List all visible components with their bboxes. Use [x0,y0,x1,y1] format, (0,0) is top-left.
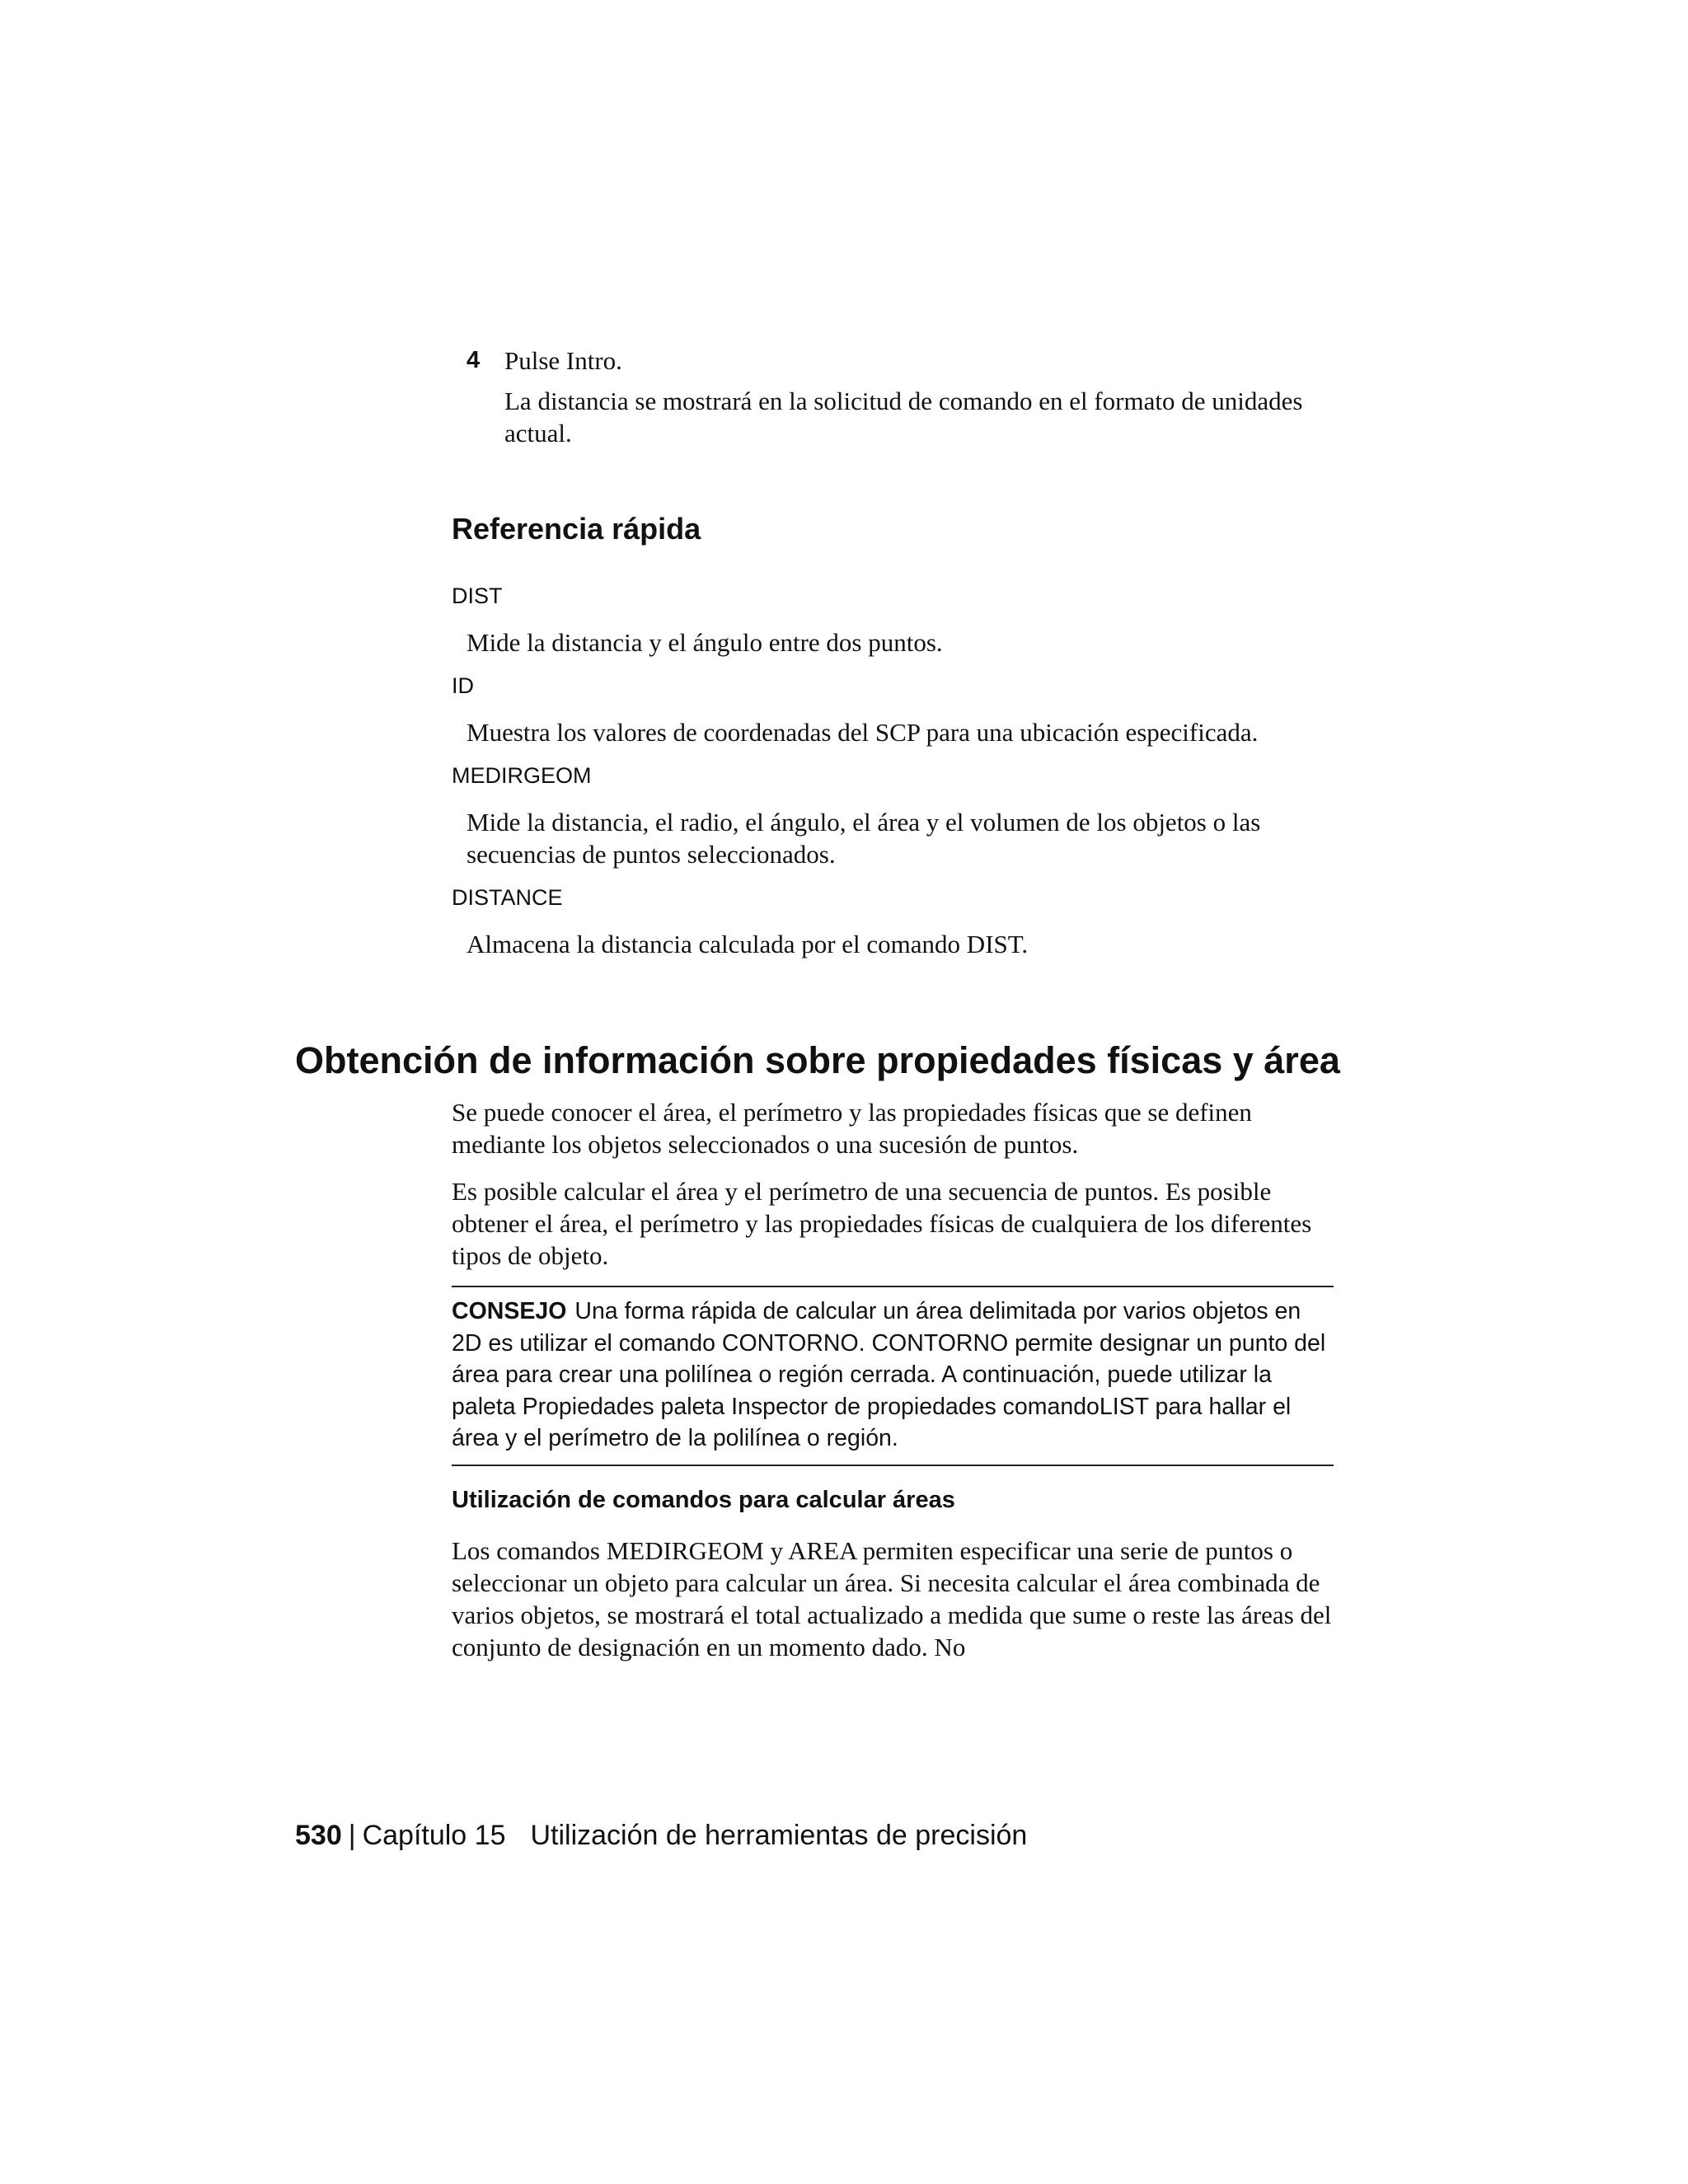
chapter-title: Utilización de herramientas de precisión [530,1820,1028,1851]
subsection-heading: Utilización de comandos para calcular áreas [452,1487,955,1513]
quick-reference-heading: Referencia rápida [452,512,701,546]
numbered-step [467,344,1340,449]
tip-paragraph [452,1296,1334,1455]
command-term-medirgeom: MEDIRGEOM [452,763,592,788]
section-heading: Obtención de información sobre propiedades físicas y área [295,1039,1340,1081]
quick-reference-list [452,582,1342,973]
tip-label: CONSEJO [452,1298,567,1324]
tip-text: Una forma rápida de calcular un área delimitada por varios objetos en 2D es utilizar el comando CONTORNO. CONTORNO permite designar un punto del área para crear una polilínea o región cerrada. A continuación, puede utilizar la paleta Propiedades paleta Inspector de propiedades comandoLIST para hallar el área y el perímetro de la polilínea o región. [452,1298,1326,1451]
page-footer [295,1818,1027,1853]
command-description-medirgeom: Mide la distancia, el radio, el ángulo, el área y el volumen de los objetos o las secuencias de puntos seleccionados. [467,808,1261,869]
section-intro [452,1096,1342,1272]
intro-paragraph: Es posible calcular el área y el perímetro de una secuencia de puntos. Es posible obtener el área, el perímetro y las propiedades físicas de cualquiera de los diferentes tipos de objeto. [452,1177,1312,1270]
step-result: La distancia se mostrará en la solicitud de comando en el formato de unidades actual. [504,387,1303,448]
chapter-label: Capítulo 15 [362,1820,506,1851]
page-number: 530 [295,1820,342,1851]
command-term-distance: DISTANCE [452,885,563,910]
intro-paragraph: Se puede conocer el área, el perímetro y las propiedades físicas que se definen mediante los objetos seleccionados o una sucesión de puntos. [452,1098,1252,1159]
command-description-id: Muestra los valores de coordenadas del SCP para una ubicación especificada. [467,718,1259,747]
step-body [504,344,1340,449]
command-description-dist: Mide la distancia y el ángulo entre dos puntos. [467,628,943,657]
command-term-id: ID [452,673,474,698]
step-number: 4 [467,347,481,373]
subsection-paragraph: Los comandos MEDIRGEOM y AREA permiten especificar una serie de puntos o seleccionar un objeto para calcular un área. Si necesita calcular el área combinada de varios objetos, se mostrará el total actualizado a medida que sume o reste las áreas del conjunto de designación en un momento dado. No [452,1536,1332,1661]
command-term-dist: DIST [452,583,503,608]
command-description-distance: Almacena la distancia calculada por el comando DIST. [467,930,1029,958]
tip-box [452,1286,1334,1466]
step-action: Pulse Intro. [504,346,622,375]
footer-separator: | [348,1820,356,1851]
